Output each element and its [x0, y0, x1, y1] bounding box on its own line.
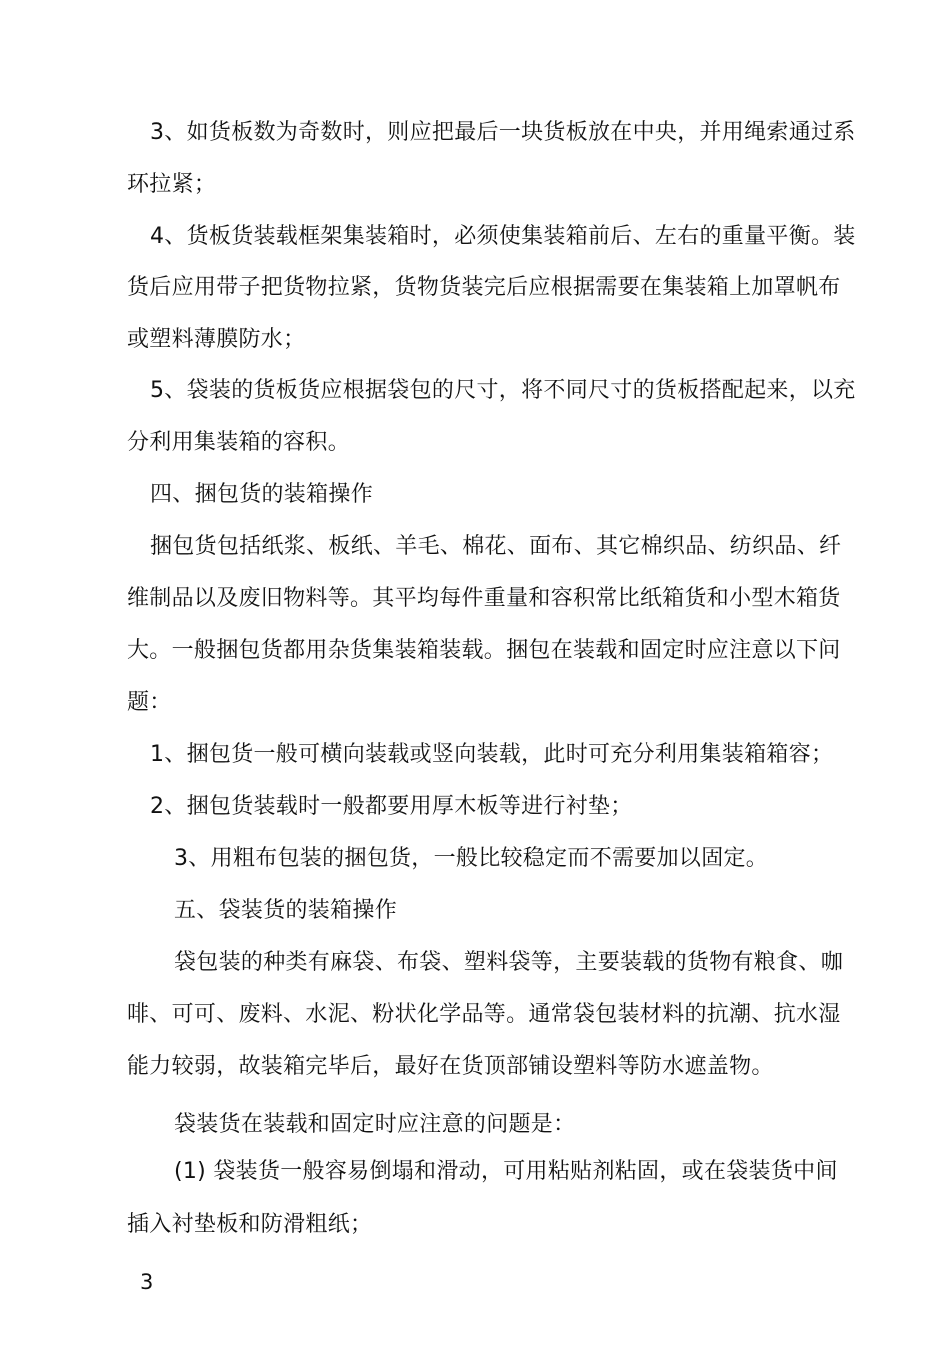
paragraph-line: 3、如货板数为奇数时，则应把最后一块货板放在中央，并用绳索通过系: [150, 120, 856, 145]
paragraph-line: 1、捆包货一般可横向装载或竖向装载，此时可充分利用集装箱箱容；: [150, 742, 834, 767]
paragraph-line: 或塑料薄膜防水；: [127, 327, 306, 352]
paragraph-line: 4、货板货装载框架集装箱时，必须使集装箱前后、左右的重量平衡。装: [150, 224, 856, 249]
paragraph-line: 3、用粗布包装的捆包货，一般比较稳定而不需要加以固定。: [174, 846, 769, 871]
paragraph-line: 分利用集装箱的容积。: [127, 430, 351, 455]
paragraph-line: 题：: [127, 690, 172, 715]
paragraph-line: (1) 袋装货一般容易倒塌和滑动，可用粘贴剂粘固，或在袋装货中间: [174, 1159, 838, 1184]
paragraph-line: 5、袋装的货板货应根据袋包的尺寸，将不同尺寸的货板搭配起来，以充: [150, 378, 856, 403]
section-heading: 五、袋装货的装箱操作: [174, 898, 398, 923]
paragraph-line: 能力较弱，故装箱完毕后，最好在货顶部铺设塑料等防水遮盖物。: [127, 1054, 774, 1079]
paragraph-line: 捆包货包括纸浆、板纸、羊毛、棉花、面布、其它棉织品、纺织品、纤: [150, 534, 842, 559]
section-heading: 四、捆包货的装箱操作: [150, 482, 374, 507]
paragraph-line: 2、捆包货装载时一般都要用厚木板等进行衬垫；: [150, 794, 633, 819]
paragraph-line: 货后应用带子把货物拉紧，货物货装完后应根据需要在集装箱上加罩帆布: [127, 275, 841, 300]
paragraph-line: 维制品以及废旧物料等。其平均每件重量和容积常比纸箱货和小型木箱货: [127, 586, 841, 611]
paragraph-line: 啡、可可、废料、水泥、粉状化学品等。通常袋包装材料的抗潮、抗水湿: [127, 1002, 841, 1027]
page-number: 3: [140, 1270, 154, 1294]
paragraph-line: 袋包装的种类有麻袋、布袋、塑料袋等，主要装载的货物有粮食、咖: [174, 950, 844, 975]
paragraph-line: 插入衬垫板和防滑粗纸；: [127, 1212, 373, 1237]
paragraph-line: 环拉紧；: [127, 172, 217, 197]
paragraph-line: 袋装货在装载和固定时应注意的问题是：: [174, 1112, 576, 1137]
paragraph-line: 大。一般捆包货都用杂货集装箱装载。捆包在装载和固定时应注意以下问: [127, 638, 841, 663]
